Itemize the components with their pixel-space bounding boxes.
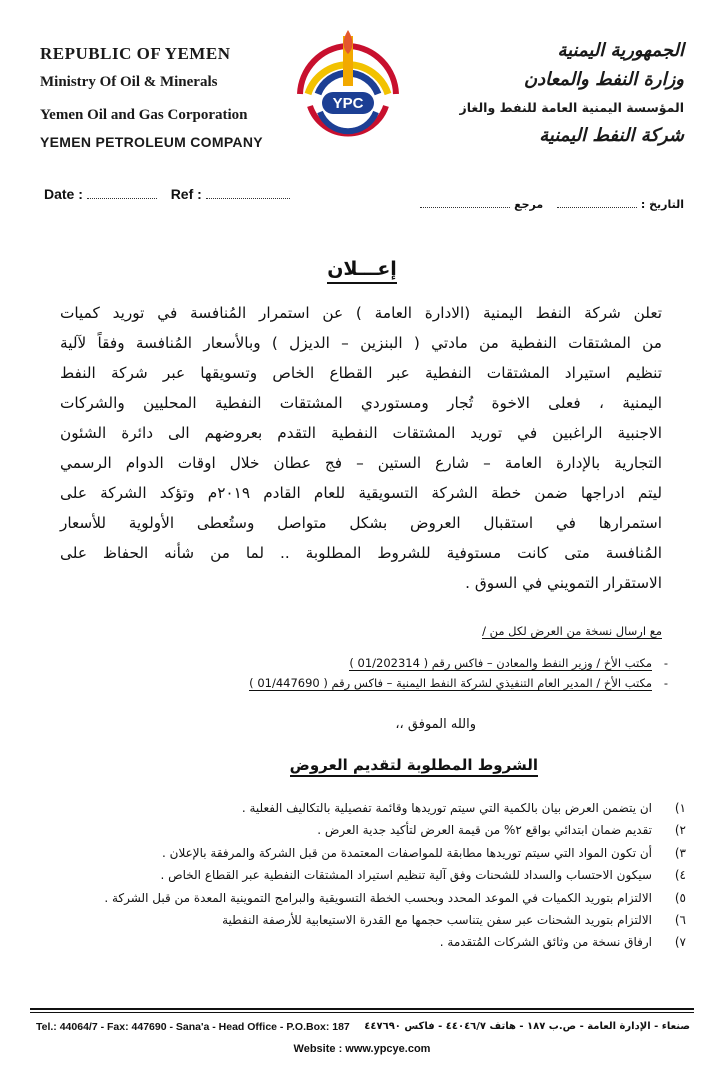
closing-phrase: والله الموفق ،،	[395, 717, 476, 732]
letterhead-arabic	[434, 40, 684, 146]
copies-title: مع ارسال نسخة من العرض لكل من /	[482, 624, 662, 638]
date-label: Date :	[44, 186, 83, 202]
copy-recipient: -مكتب الأخ / المدير العام التنفيذي لشركة النفط اليمنية – فاكس رقم ( 01/447690 )	[249, 676, 668, 690]
header-company: YEMEN PETROLEUM COMPANY	[40, 134, 263, 150]
paragraph-line: اليمنية ، فعلى الاخوة تُجار ومستوردي المشتقات النفطية المحليين والشركات	[60, 394, 662, 412]
condition-item: ٣)أن تكون المواد التي سيتم توريدها مطابقة للمواصفات المعتمدة من قبل الشركة والمرفقة بالإعلان .	[162, 845, 686, 860]
conditions-list	[104, 798, 686, 955]
paragraph-line: التجارية بالإدارة العامة – شارع الستين – فج عطان خلال اوقات الدوام الرسمي	[60, 454, 662, 472]
condition-item: ٧)ارفاق نسخة من وثائق الشركات المُتقدمة .	[439, 935, 686, 950]
paragraph-line: المُنافسة متى كانت مستوفية للشروط المطلوبة .. لما من شأنه الحفاظ على	[60, 544, 662, 562]
header-country: REPUBLIC OF YEMEN	[40, 44, 231, 63]
letterhead-english	[40, 44, 270, 150]
condition-item: ٦)الالتزام بتوريد الشحنات عبر سفن يتناسب حجمها مع القدرة الاستيعابية للأرصفة النفطية	[222, 912, 686, 927]
header-corporation: Yemen Oil and Gas Corporation	[40, 107, 248, 123]
logo-text: YPC	[332, 95, 364, 112]
condition-item: ١)ان يتضمن العرض بيان بالكمية التي سيتم توريدها وقائمة تفصيلية بالتكاليف الفعلية .	[241, 801, 686, 815]
paragraph-line: تعلن شركة النفط اليمنية (الادارة العامة ) عن استمرار المُنافسة في توريد كميات	[60, 304, 662, 322]
paragraph-line: ليتم ادراجها ضمن خطة الشركة التسويقية للعام القادم ٢٠١٩م وتؤكد الشركة على	[60, 484, 663, 502]
header-company-ar: شركة النفط اليمنية	[539, 125, 684, 146]
footer-divider-thick	[30, 1008, 694, 1010]
date-field-line-ar	[557, 207, 637, 208]
paragraph-line: تنظيم استيراد المشتقات النفطية عبر القطاع الخاص وتسويقها عبر شركة النفط	[60, 364, 662, 382]
paragraph-line: من المشتقات النفطية من مادتي ( البنزين – الديزل ) وبالأسعار المُنافسة وفقاً لآلية	[60, 334, 662, 352]
footer-contact-arabic: صنعاء - الإدارة العامة - ص.ب ١٨٧ - هاتف ٤٤٠٤٦/٧ - فاكس ٤٤٧٦٩٠	[364, 1021, 690, 1032]
date-ref-english	[44, 186, 290, 202]
conditions-title: الشروط المطلوبة لتقديم العروض	[290, 756, 538, 777]
date-label-ar: التاريخ :	[640, 198, 684, 211]
header-country-ar: الجمهورية اليمنية	[557, 40, 684, 61]
footer-divider-thin	[30, 1012, 694, 1013]
ref-field-line-ar	[420, 207, 510, 208]
date-ref-arabic	[420, 198, 684, 211]
footer-contact-english: Tel.: 44064/7 - Fax: 447690 - Sana'a - Head Office - P.O.Box: 187	[36, 1021, 350, 1033]
ref-field-line	[206, 198, 290, 199]
paragraph-line: الاستقرار التمويني في السوق .	[465, 574, 662, 592]
paragraph-line: الاجنبية الراغبين في توريد المشتقات النفطية التقدم بعروضهم الى دائرة الشئون	[60, 424, 662, 442]
paragraph-line: استمرارها في استقبال العروض بشكل متواصل وستُعطى الأولوية للأسعار	[60, 514, 662, 532]
copy-recipient: -مكتب الأخ / وزير النفط والمعادن – فاكس رقم ( 01/202314 )	[349, 656, 668, 670]
condition-item: ٢)تقديم ضمان ابتدائي بواقع ٢% من قيمة العرض لتأكيد جدية العرض .	[317, 823, 686, 838]
header-ministry: Ministry Of Oil & Minerals	[40, 74, 218, 90]
condition-item: ٤)سيكون الاحتساب والسداد للشحنات وفق آلية تنظيم استيراد المشتقات النفطية عبر القطاع الخاص .	[160, 868, 686, 883]
ref-label: Ref :	[170, 186, 202, 202]
ypc-logo	[288, 28, 408, 163]
condition-item: ٥)الالتزام بتوريد الكميات في الموعد المحدد وبحسب الخطة التسويقية والبرامج التموينية المعدة من قبل الشركة .	[104, 890, 686, 905]
copies-list	[249, 656, 668, 696]
header-ministry-ar: وزارة النفط والمعادن	[523, 69, 684, 90]
date-field-line	[87, 198, 157, 199]
announcement-paragraph	[60, 298, 662, 598]
footer-website: Website : www.ypcye.com	[293, 1043, 431, 1055]
ref-label-ar: مرجع	[514, 198, 544, 211]
header-corporation-ar: المؤسسة اليمنية العامة للنفط والغاز	[459, 100, 684, 115]
announcement-title: إعـــلان	[0, 258, 724, 280]
